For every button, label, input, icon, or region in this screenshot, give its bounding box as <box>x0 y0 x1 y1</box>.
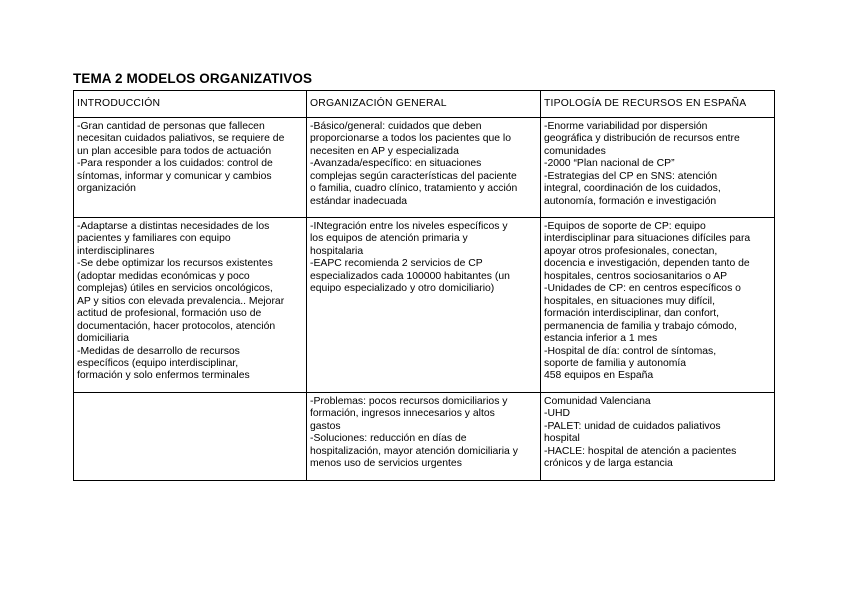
cell-text-line: o familia, cuadro clínico, tratamiento y acción <box>310 183 518 195</box>
cell-text-line: integral, coordinación de los cuidados, <box>544 183 721 195</box>
table-header-row <box>74 91 775 118</box>
header-introduccion: INTRODUCCIÓN <box>74 91 307 118</box>
cell-text-line: necesitan cuidados paliativos, se requiere de <box>77 133 285 145</box>
table-cell <box>541 218 775 393</box>
cell-text-line: -EAPC recomienda 2 servicios de CP <box>310 258 483 270</box>
cell-text-line: hospitales, en situaciones muy difícil, <box>544 295 715 307</box>
cell-text-line: complejas) útiles en servicios oncológicos, <box>77 283 273 295</box>
cell-text-line: estándar inadecuada <box>310 195 408 207</box>
header-organizacion-general: ORGANIZACIÓN GENERAL <box>307 91 541 118</box>
cell-text-line: -Soluciones: reducción en días de <box>310 433 467 445</box>
cell-text-line: -2000 “Plan nacional de CP” <box>544 158 675 170</box>
table-cell <box>74 218 307 393</box>
table-row <box>74 393 775 481</box>
cell-text-line: geográfica y distribución de recursos entre <box>544 133 740 145</box>
cell-text-line: documentación, hacer protocolos, atención <box>77 320 276 332</box>
cell-text-line: organización <box>77 183 136 195</box>
cell-text-line: necesiten en AP y especializada <box>310 145 459 157</box>
table-cell <box>541 393 775 481</box>
cell-text-line: crónicos y de larga estancia <box>544 458 673 470</box>
cell-text-line: -UHD <box>544 408 570 420</box>
cell-text-line: específicos (equipo interdisciplinar, <box>77 357 239 369</box>
cell-text-line: formación interdisciplinar, dan confort, <box>544 308 719 320</box>
cell-text-line: -Enorme variabilidad por dispersión <box>544 121 708 132</box>
cell-text-line: -Medidas de desarrollo de recursos <box>77 345 240 357</box>
cell-text-line: actitud de profesional, formación uso de <box>77 308 262 320</box>
header-tipologia-recursos: TIPOLOGÍA DE RECURSOS EN ESPAÑA <box>541 91 775 118</box>
cell-text-line: -Problemas: pocos recursos domiciliarios y <box>310 396 508 407</box>
table-cell-empty <box>74 393 307 481</box>
cell-text-line: AP y sitios con elevada prevalencia.. Mejorar <box>77 295 285 307</box>
table-cell <box>541 118 775 218</box>
table-cell <box>307 118 541 218</box>
cell-text-line: 458 equipos en España <box>544 370 654 382</box>
table-cell <box>307 218 541 393</box>
cell-text-line: hospital <box>544 433 580 445</box>
cell-text-line: permanencia de familia y trabajo cómodo, <box>544 320 737 332</box>
cell-text-line: complejas según características del paciente <box>310 170 517 182</box>
cell-text-line: -HACLE: hospital de atención a pacientes <box>544 445 737 457</box>
cell-text-line: -Gran cantidad de personas que fallecen <box>77 121 265 132</box>
cell-text-line: un plan accesible para todos de actuación <box>77 145 272 157</box>
cell-text-line: domiciliaria <box>77 333 129 345</box>
cell-text-line: interdisciplinares <box>77 245 155 257</box>
cell-text-line: menos uso de servicios urgentes <box>310 458 462 470</box>
cell-text-line: -Equipos de soporte de CP: equipo <box>544 221 706 232</box>
table-cell <box>307 393 541 481</box>
cell-text-line: apoyar otros profesionales, conectan, <box>544 245 718 257</box>
cell-text-line: -Para responder a los cuidados: control de <box>77 158 273 170</box>
table-row <box>74 118 775 218</box>
cell-text-line: gastos <box>310 420 341 432</box>
document-title: TEMA 2 MODELOS ORGANIZATIVOS <box>73 71 313 86</box>
cell-text-line: hospitalaria <box>310 245 364 257</box>
cell-text-line: soporte de familia y autonomía <box>544 357 687 369</box>
cell-text-line: hospitalización, mayor atención domiciliaria y <box>310 445 518 457</box>
cell-text-line: -Se debe optimizar los recursos existentes <box>77 258 273 270</box>
cell-text-line: -Estrategias del CP en SNS: atención <box>544 170 718 182</box>
cell-text-line: -Avanzada/específico: en situaciones <box>310 158 482 170</box>
cell-text-line: comunidades <box>544 145 606 157</box>
cell-text-line: (adoptar medidas económicas y poco <box>77 270 250 282</box>
cell-text-line: -Hospital de día: control de síntomas, <box>544 345 717 357</box>
cell-text-line: los equipos de atención primaria y <box>310 233 468 245</box>
cell-text-line: hospitales, centros sociosanitarios o AP <box>544 270 728 282</box>
cell-text-line: -Adaptarse a distintas necesidades de los <box>77 221 270 232</box>
cell-text-line: equipo especializado y otro domiciliario) <box>310 283 495 295</box>
table-cell <box>74 118 307 218</box>
cell-text-line: formación, ingresos innecesarios y altos <box>310 408 495 420</box>
cell-text-line: interdisciplinar para situaciones difíciles para <box>544 233 751 245</box>
cell-text-line: -Unidades de CP: en centros específicos o <box>544 283 741 295</box>
cell-text-line: estancia inferior a 1 mes <box>544 333 658 345</box>
cell-text-line: docencia e investigación, dependen tanto de <box>544 258 750 270</box>
cell-text-line: especializados cada 100000 habitantes (un <box>310 270 510 282</box>
summary-table <box>73 90 775 481</box>
cell-text-line: autonomía, formación e investigación <box>544 195 717 207</box>
cell-text-line: -INtegración entre los niveles específicos y <box>310 221 508 232</box>
cell-text-line: Comunidad Valenciana <box>544 396 651 407</box>
cell-text-line: -PALET: unidad de cuidados paliativos <box>544 420 721 432</box>
cell-text-line: pacientes y familiares con equipo <box>77 233 231 245</box>
table-row <box>74 218 775 393</box>
cell-text-line: proporcionarse a todos los pacientes que lo <box>310 133 512 145</box>
cell-text-line: síntomas, informar y comunicar y cambios <box>77 170 272 182</box>
cell-text-line: -Básico/general: cuidados que deben <box>310 121 482 132</box>
cell-text-line: formación y solo enfermos terminales <box>77 370 250 382</box>
